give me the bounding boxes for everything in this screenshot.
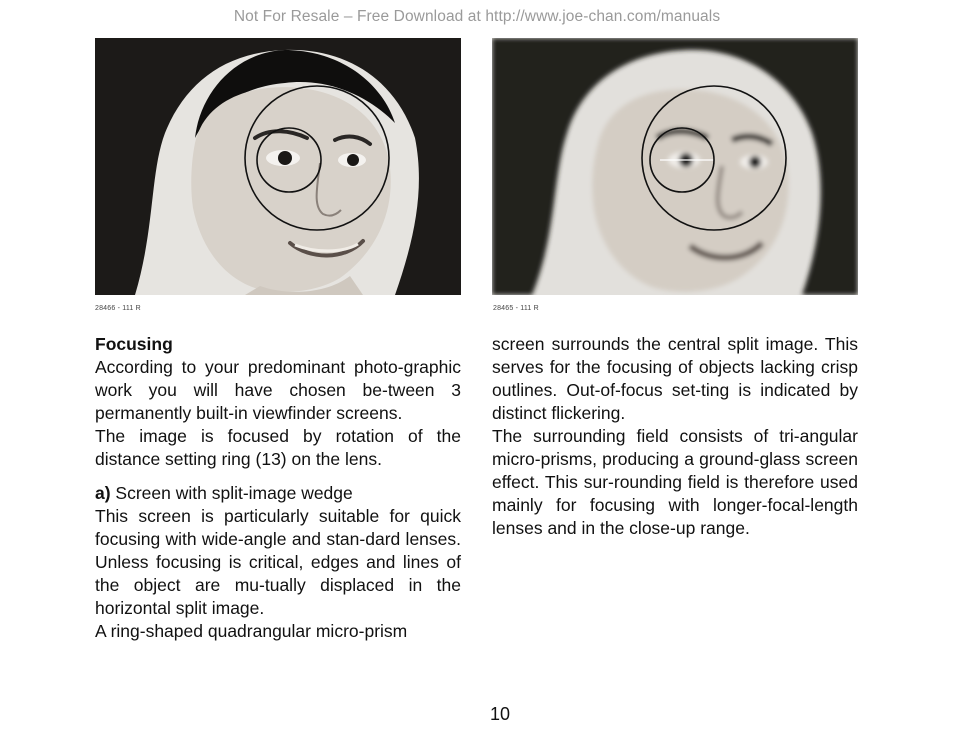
right-text-column xyxy=(492,333,858,540)
section-heading-focusing: Focusing xyxy=(95,334,173,354)
focus-blurred-photo xyxy=(492,38,858,295)
paragraph-split-image-description: This screen is particularly suitable for quick focusing with wide-angle and stan-dard lenses. Unless focusing is critical, edges and lines of the object are mu-tually displaced in the horizontal split image. xyxy=(95,506,461,618)
figure-caption-left: 28466 - 111 R xyxy=(95,305,141,312)
portrait-illustration-blurred xyxy=(492,38,858,295)
paragraph-surrounding-field: The surrounding field consists of tri-angular micro-prisms, producing a ground-glass screen effect. This sur-rounding field is therefore used mainly for focusing with longer-focal-length lenses and in the close-up range. xyxy=(492,426,858,538)
focus-sharp-photo xyxy=(95,38,461,295)
paragraph-viewfinder-screens: According to your predominant photo-graphic work you will have chosen be-tween 3 permanently built-in viewfinder screens. xyxy=(95,357,461,423)
watermark-header: Not For Resale – Free Download at http://www.joe-chan.com/manuals xyxy=(233,8,721,25)
subsection-title-text: Screen with split-image wedge xyxy=(110,483,353,503)
page-number: 10 xyxy=(489,704,511,724)
paragraph-micro-prism-continued: screen surrounds the central split image. This serves for the focusing of objects lacking crisp outlines. Out-of-focus set-ting is indicated by distinct flickering. xyxy=(492,334,858,423)
subsection-label: a) xyxy=(95,483,111,503)
subsection-title-split-image xyxy=(95,482,461,505)
figure-caption-right: 28465 - 111 R xyxy=(493,305,539,312)
paragraph-distance-ring: The image is focused by rotation of the distance setting ring (13) on the lens. xyxy=(95,426,461,469)
portrait-illustration-sharp xyxy=(95,38,461,295)
left-text-column xyxy=(95,333,461,643)
paragraph-micro-prism-start: A ring-shaped quadrangular micro-prism xyxy=(95,621,408,641)
